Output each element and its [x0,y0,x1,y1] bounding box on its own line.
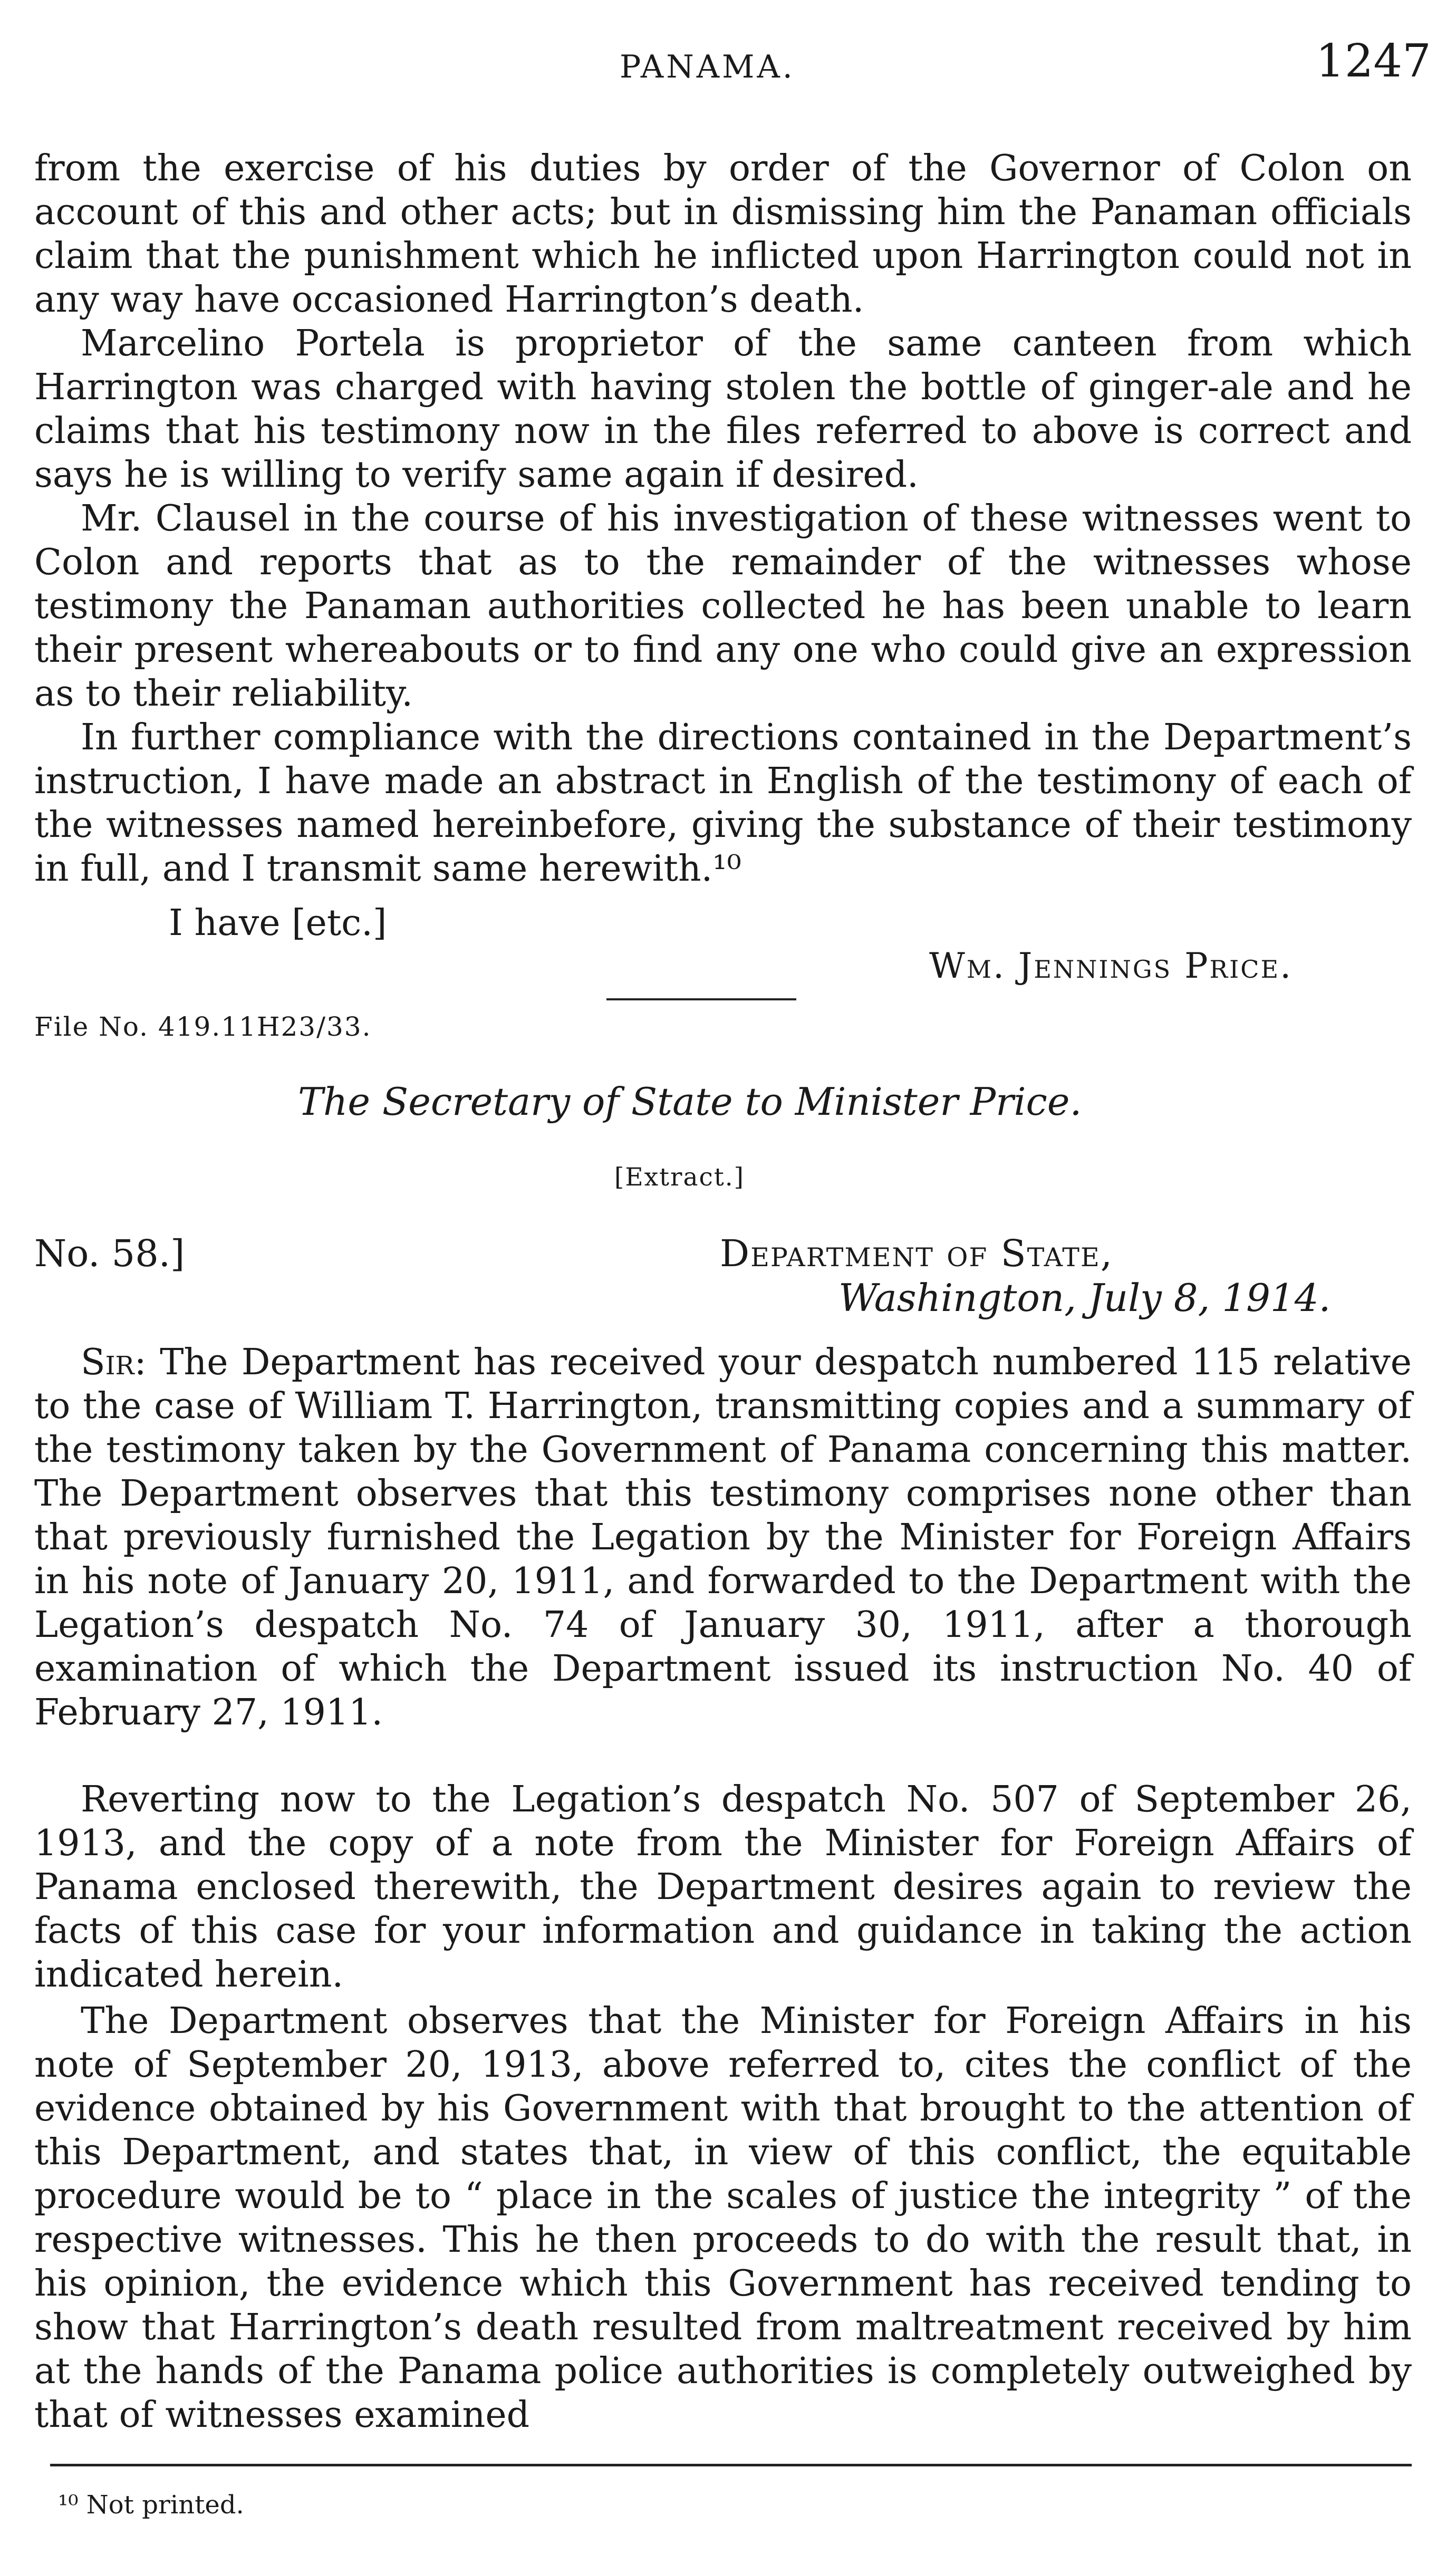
footnote: ¹⁰ Not printed. [58,2490,244,2520]
signature: Wm. Jennings Price. [929,946,1293,986]
body-paragraph: The Department observes that the Minister for Foreign Affairs in his note of September 20, 1913, above referred to, cites the conflict of the evidence obtained by his Government with that brought to the attention of this Department, and states that, in view of this conflict, the equitable procedure would be to “ place in the scales of justice the integrity ” of the respective witnesses. This he then proceeds to do with the result that, in his opinion, the evidence which this Government has received tending to show that Harrington’s death resulted from maltreatment received by him at the hands of the Panama police authorities is completely outweighed by that of witnesses examined [34,2000,1412,2436]
body-paragraph: Marcelino Portela is proprietor of the same canteen from which Harrington was charged with having stolen the bottle of ginger-ale and he claims that his testimony now in the files referred to above is correct and says he is willing to verify same again if desired. [34,323,1412,496]
body-paragraph: Reverting now to the Legation’s despatch No. 507 of September 26, 1913, and the copy of a note from the Minister for Foreign Affairs of Panama enclosed therewith, the Department desires again to review the facts of this case for your information and guidance in taking the action indicated herein. [34,1779,1412,1995]
running-head: PANAMA. [620,49,795,85]
body-paragraph [34,1341,1412,1734]
body-paragraph: In further compliance with the directions contained in the Department’s instruction, I have made an abstract in English of the testimony of each of the witnesses named hereinbefore, giving the substance of their testimony in full, and I transmit same herewith.¹⁰ [34,717,1412,890]
extract-label: [Extract.] [614,1163,745,1192]
paragraph-text: The Department has received your despatch numbered 115 relative to the case of William T. Harrington, transmitting copies and a summary of the testimony taken by the Government of Panama concerning this matter. The Department observes that this testimony comprises none other than that previously furnished the Legation by the Minister for Foreign Affairs in his note of January 20, 1911, and forwarded to the Department with the Legation’s despatch No. 74 of January 30, 1911, after a thorough examination of which the Department issued its instruction No. 40 of February 27, 1911. [34,1342,1412,1733]
page-number: 1247 [1316,35,1431,88]
section-divider [606,998,796,1000]
dateline: Washington, July 8, 1914. [838,1276,1331,1320]
footnote-rule [50,2464,1412,2466]
body-paragraph: Mr. Clausel in the course of his investigation of these witnesses went to Colon and reports that as to the remainder of the witnesses whose testimony the Panaman authorities collected he has been unable to learn their present whereabouts or to find any one who could give an expression as to their reliability. [34,498,1412,715]
body-paragraph: from the exercise of his duties by order of the Governor of Colon on account of this and other acts; but in dismissing him the Panaman officials claim that the punishment which he inflicted upon Harrington could not in any way have occasioned Harrington’s death. [34,148,1412,321]
document-title: The Secretary of State to Minister Price. [298,1079,1082,1124]
closing-line: I have [etc.] [169,902,387,944]
file-number: File No. 419.11H23/33. [34,1011,372,1042]
department-heading: Department of State, [720,1232,1114,1275]
salutation: Sir: [81,1342,147,1383]
document-number: No. 58.] [34,1232,185,1275]
